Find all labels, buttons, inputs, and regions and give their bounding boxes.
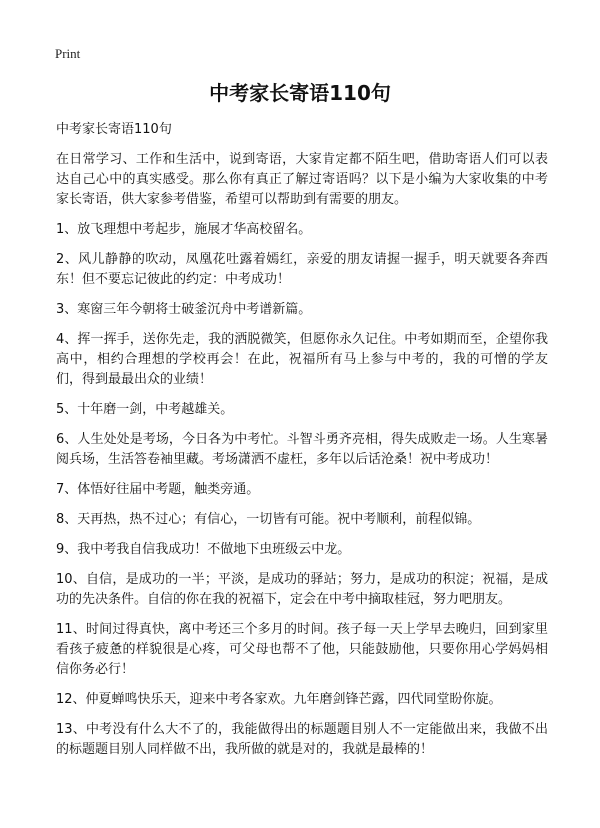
list-item: 2、风儿静静的吹动，凤凰花吐露着嫣红，亲爱的朋友请握一握手，明天就要各奔西东！但不要忘记彼此的约定：中考成功！ xyxy=(56,252,548,287)
list-item: 1、放飞理想中考起步，施展才华高校留名。 xyxy=(56,222,312,237)
list-item: 6、人生处处是考场，今日各为中考忙。斗智斗勇齐亮相，得失成败走一场。人生寒暑阅兵场，生活答卷袖里藏。考场潇洒不虚枉，多年以后话沧桑！祝中考成功！ xyxy=(56,432,548,467)
list-item: 4、挥一挥手，送你先走，我的洒脱微笑，但愿你永久记住。中考如期而至，企望你我高中，相约合理想的学校再会！在此，祝福所有马上参与中考的，我的可憎的学友们，得到最最出众的业绩！ xyxy=(56,332,548,387)
print-link[interactable]: Print xyxy=(55,46,81,61)
page-title: 中考家长寄语110句 xyxy=(209,81,391,105)
list-item: 11、时间过得真快，离中考还三个多月的时间。孩子每一天上学早去晚归，回到家里看孩子疲惫的样貌很是心疼，可父母也帮不了他，只能鼓励他，只要你用心学妈妈相信你务必行！ xyxy=(56,622,548,677)
list-item: 5、十年磨一剑，中考越雄关。 xyxy=(56,402,234,417)
intro-paragraph: 在日常学习、工作和生活中，说到寄语，大家肯定都不陌生吧，借助寄语人们可以表达自己心中的真实感受。那么你有真正了解过寄语吗？以下是小编为大家收集的中考家长寄语，供大家参考借鉴，希望可以帮助到有需要的朋友。 xyxy=(56,152,548,207)
article-body xyxy=(56,120,548,770)
list-item: 8、天再热，热不过心；有信心，一切皆有可能。祝中考顺利，前程似锦。 xyxy=(56,512,481,527)
list-item: 13、中考没有什么大不了的，我能做得出的标题题目别人不一定能做出来，我做不出的标题题目别人同样做不出，我所做的就是对的，我就是最棒的！ xyxy=(56,722,548,757)
list-item: 10、自信，是成功的一半；平淡，是成功的驿站；努力，是成功的积淀；祝福，是成功的先决条件。自信的你在我的祝福下，定会在中考中摘取桂冠，努力吧朋友。 xyxy=(56,572,548,607)
list-item: 7、体悟好往届中考题，触类旁通。 xyxy=(56,482,260,497)
list-item: 12、仲夏蝉鸣快乐天，迎来中考各家欢。九年磨剑锋芒露，四代同堂盼你旋。 xyxy=(56,692,502,707)
article-subtitle: 中考家长寄语110句 xyxy=(56,122,172,137)
list-item: 9、我中考我自信我成功！不做地下虫班级云中龙。 xyxy=(56,542,351,557)
list-item: 3、寒窗三年今朝将士破釜沉舟中考谱新篇。 xyxy=(56,302,312,317)
